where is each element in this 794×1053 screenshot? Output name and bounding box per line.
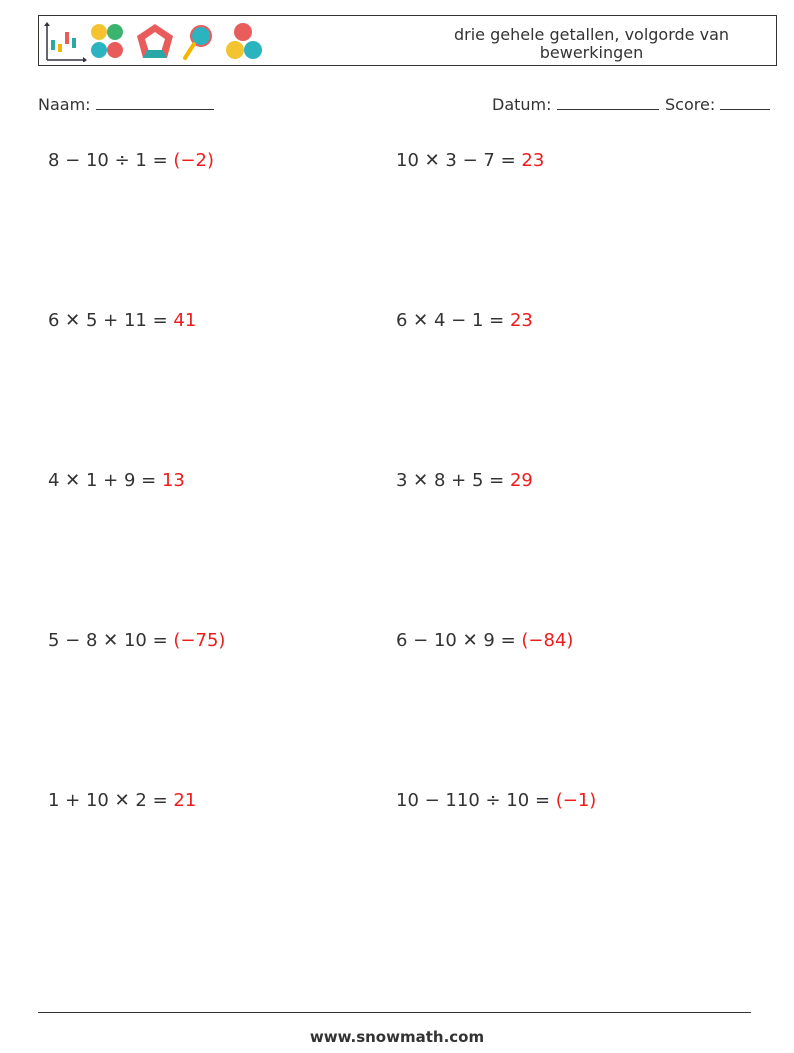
problem-9	[48, 790, 196, 811]
problem-6	[396, 470, 533, 491]
numbered-circles-icon	[91, 24, 123, 58]
score-blank[interactable]	[720, 93, 770, 110]
problem-expression: 3 ✕ 8 + 5 =	[396, 470, 510, 491]
problem-5	[48, 470, 185, 491]
worksheet-header	[38, 15, 777, 66]
date-label: Datum:	[492, 95, 552, 114]
problem-answer: 23	[521, 150, 545, 171]
problem-expression: 4 ✕ 1 + 9 =	[48, 470, 162, 491]
name-blank[interactable]	[96, 93, 214, 110]
pentagon-icon	[137, 24, 173, 58]
problem-4	[396, 310, 533, 331]
problem-2	[396, 150, 544, 171]
problem-expression: 8 − 10 ÷ 1 =	[48, 150, 174, 171]
problem-answer: 29	[509, 470, 533, 491]
problem-answer: 13	[161, 470, 185, 491]
problem-1	[48, 150, 214, 171]
problem-answer: (−84)	[521, 630, 574, 651]
problem-expression: 10 − 110 ÷ 10 =	[396, 790, 556, 811]
footer-divider	[38, 1012, 751, 1013]
number-balls-icon	[226, 23, 262, 59]
title-line-2: bewerkingen	[539, 43, 644, 62]
score-label: Score:	[665, 95, 716, 114]
problem-expression: 6 ✕ 5 + 11 =	[48, 310, 174, 331]
name-field	[38, 93, 214, 114]
problem-expression: 1 + 10 ✕ 2 =	[48, 790, 174, 811]
problem-10	[396, 790, 596, 811]
problem-answer: 23	[509, 310, 533, 331]
magnifier-icon	[185, 26, 211, 58]
title-line-1: drie gehele getallen, volgorde van	[453, 25, 730, 44]
worksheet-title	[434, 26, 749, 62]
problem-answer: (−1)	[555, 790, 597, 811]
problem-answer: 21	[173, 790, 197, 811]
date-blank[interactable]	[557, 93, 659, 110]
problem-answer: (−2)	[173, 150, 214, 171]
problem-expression: 6 ✕ 4 − 1 =	[396, 310, 510, 331]
problem-7	[48, 630, 225, 651]
problem-expression: 10 ✕ 3 − 7 =	[396, 150, 522, 171]
problem-8	[396, 630, 573, 651]
problem-answer: (−75)	[173, 630, 226, 651]
header-icons	[43, 20, 273, 62]
name-label: Naam:	[38, 95, 91, 114]
problem-answer: 41	[173, 310, 197, 331]
problem-expression: 5 − 8 ✕ 10 =	[48, 630, 174, 651]
problem-expression: 6 − 10 ✕ 9 =	[396, 630, 522, 651]
candlestick-chart-icon	[44, 22, 87, 62]
footer-url[interactable]: www.snowmath.com	[309, 1028, 485, 1046]
problem-3	[48, 310, 196, 331]
date-field	[492, 93, 659, 114]
score-field	[665, 93, 770, 114]
